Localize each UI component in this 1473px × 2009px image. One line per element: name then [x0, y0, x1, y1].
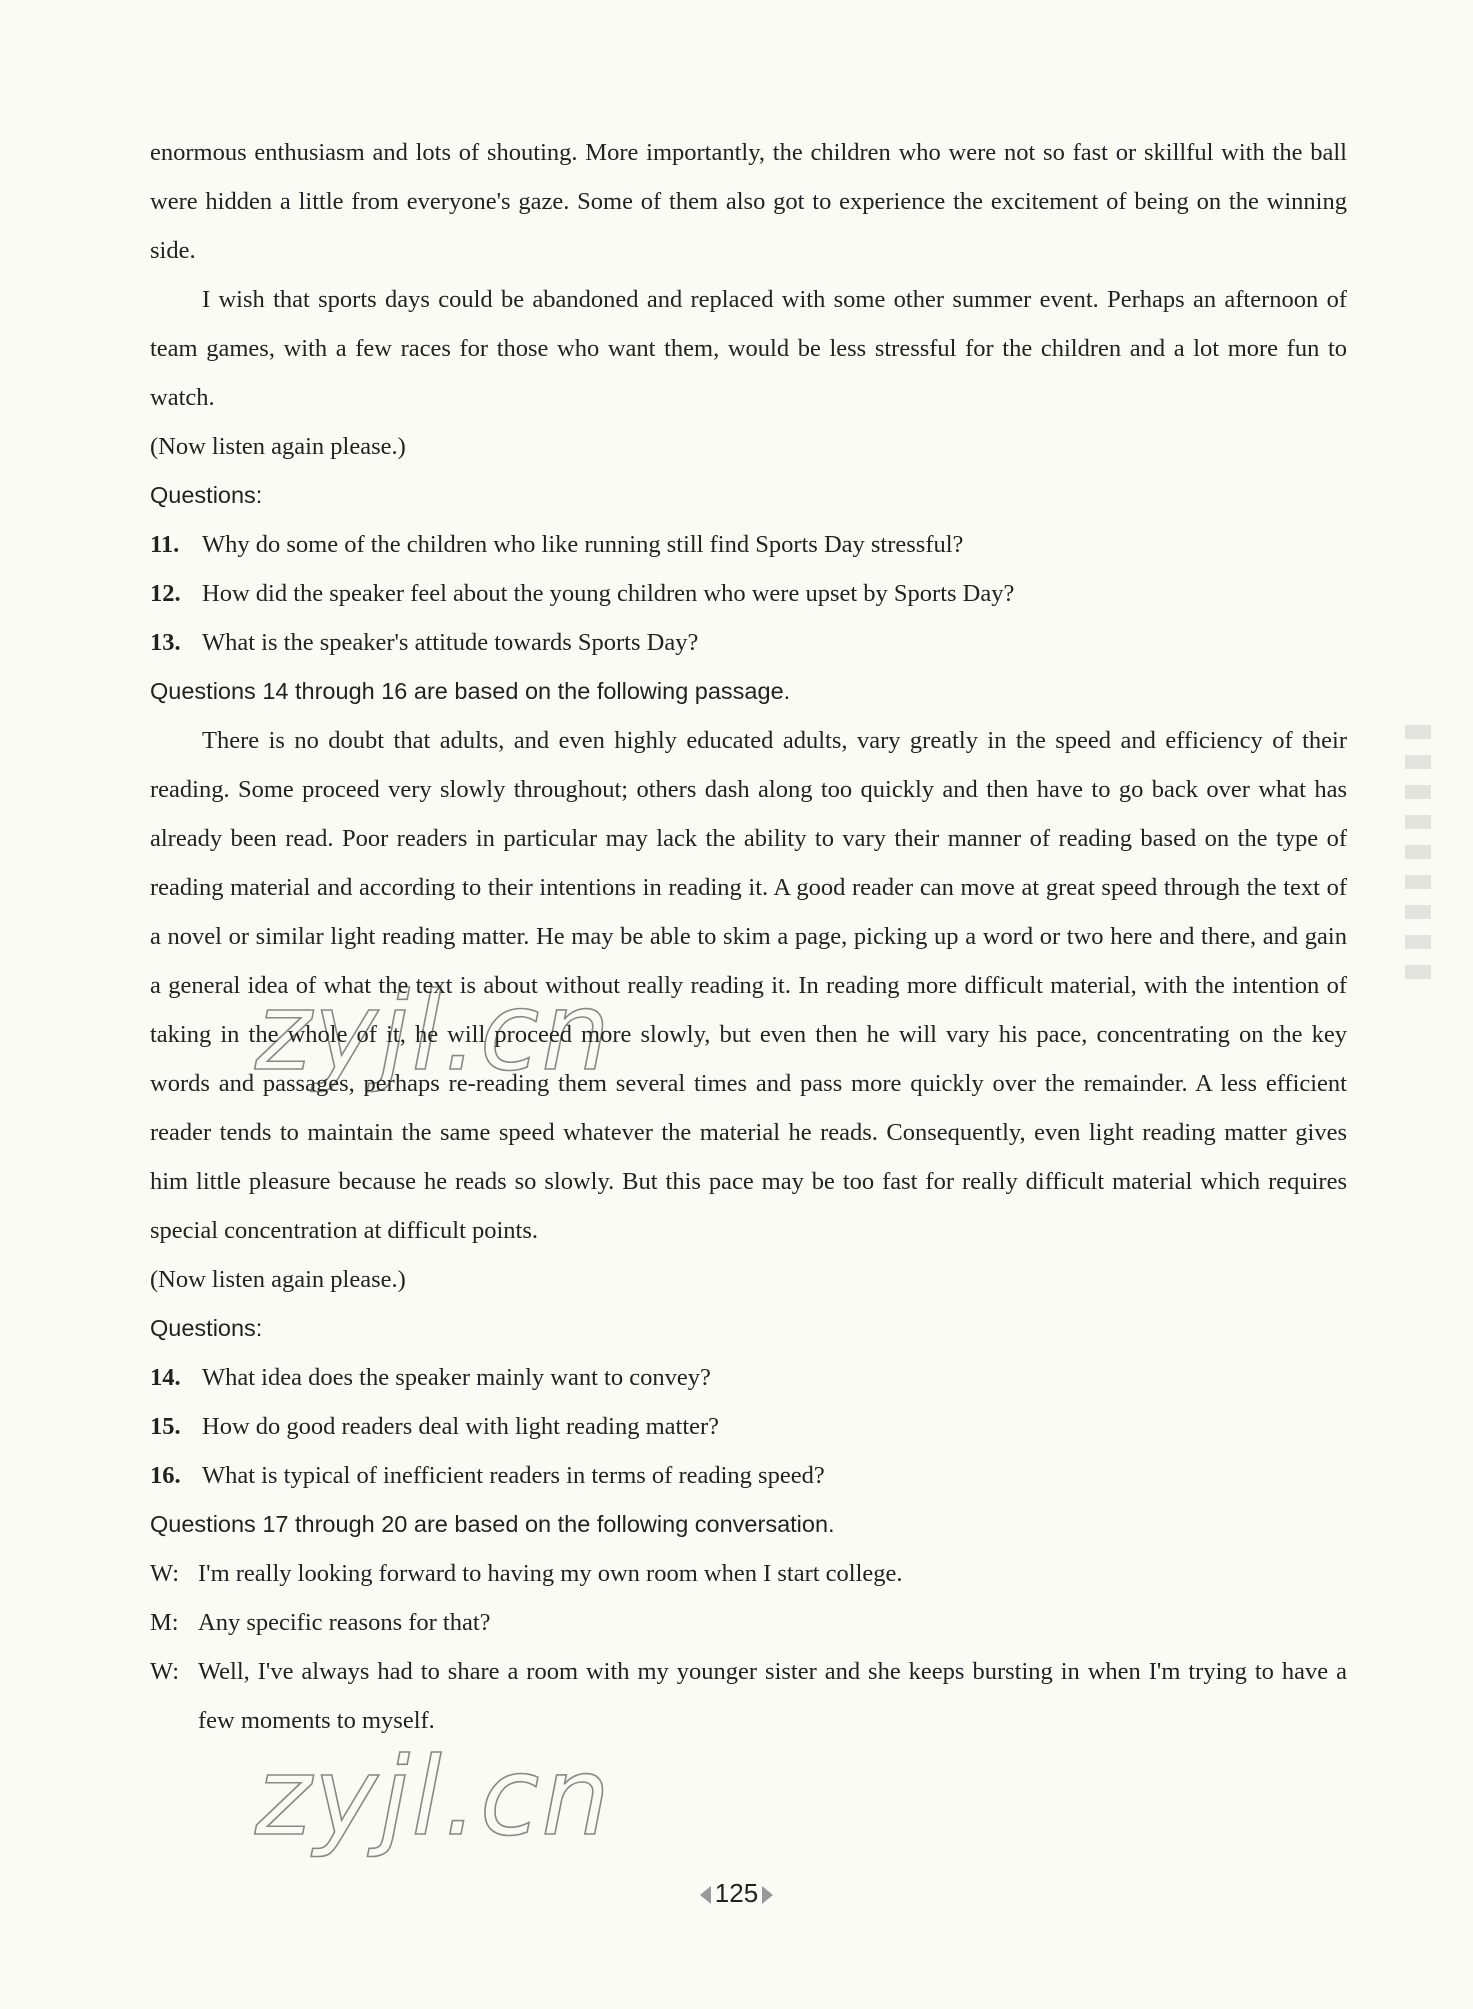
question-number: 15. [150, 1413, 181, 1440]
watermark: zyjl.cn [255, 1735, 612, 1860]
dialogue-text: Any specific reasons for that? [198, 1609, 491, 1636]
passage2-paragraph: There is no doubt that adults, and even highly educated adults, vary greatly in the speed and efficiency of their reading. Some proceed very slowly throughout; others dash along too quickly and then have to go back over what has already been read. Poor readers in particular may lack the ability to vary their manner of reading based on the type of reading material and according to their intentions in reading it. A good reader can move at great speed through the text of a novel or similar light reading matter. He may be able to skim a page, picking up a word or two here and there, and gain a general idea of what the text is about without really reading it. In reading more difficult material, with the intention of taking in the whole of it, he will proceed more slowly, but even then he will vary his pace, concentrating on the key words and passages, perhaps re-reading them several times and pass more quickly over the remainder. A less efficient reader tends to maintain the same speed whatever the material he reads. Consequently, even light reading matter gives him little pleasure because he reads so slowly. But this pace may be too fast for really difficult material which requires special concentration at difficult points. [150, 727, 1347, 1244]
dialogue-text: Well, I've always had to share a room with my younger sister and she keeps bursting in when I'm trying to have a few moments to myself. [198, 1658, 1347, 1734]
dialogue-line [150, 1598, 1347, 1647]
speaker-label: W: [150, 1560, 180, 1587]
question-text: Why do some of the children who like running still find Sports Day stressful? [202, 531, 964, 558]
question-text: What idea does the speaker mainly want to convey? [202, 1364, 711, 1391]
question-item [150, 1451, 1347, 1500]
question-item [150, 1402, 1347, 1451]
dialogue-text: I'm really looking forward to having my own room when I start college. [198, 1560, 903, 1587]
listen-again-note: (Now listen again please.) [150, 433, 406, 460]
questions-label: Questions: [150, 482, 263, 508]
listen-again-note: (Now listen again please.) [150, 1266, 406, 1293]
margin-decoration [1405, 725, 1431, 985]
page-number: 125 [714, 1878, 759, 1908]
speaker-label: M: [150, 1609, 179, 1636]
question-number: 11. [150, 531, 180, 558]
dialogue-line [150, 1647, 1347, 1745]
question-item [150, 520, 1347, 569]
question-number: 16. [150, 1462, 181, 1489]
right-arrow-icon [762, 1886, 773, 1904]
question-text: What is typical of inefficient readers in terms of reading speed? [202, 1462, 825, 1489]
question-number: 13. [150, 629, 181, 656]
dialogue-line [150, 1549, 1347, 1598]
page-footer [0, 1878, 1473, 1909]
questions-label: Questions: [150, 1315, 263, 1341]
question-item [150, 618, 1347, 667]
question-item [150, 1353, 1347, 1402]
left-arrow-icon [700, 1886, 711, 1904]
question-text: How do good readers deal with light reading matter? [202, 1413, 720, 1440]
question-item [150, 569, 1347, 618]
speaker-label: W: [150, 1658, 180, 1685]
page-content [150, 128, 1347, 1745]
question-number: 14. [150, 1364, 181, 1391]
question-text: What is the speaker's attitude towards Sports Day? [202, 629, 699, 656]
section-intro: Questions 17 through 20 are based on the following conversation. [150, 1511, 835, 1537]
passage1-paragraph: I wish that sports days could be abandoned and replaced with some other summer event. Perhaps an afternoon of team games, with a few races for those who want them, would be less stressful for the children and a lot more fun to watch. [150, 286, 1347, 411]
passage1-paragraph: enormous enthusiasm and lots of shouting. More importantly, the children who were not so fast or skillful with the ball were hidden a little from everyone's gaze. Some of them also got to experience the excitement of being on the winning side. [150, 139, 1347, 264]
question-number: 12. [150, 580, 181, 607]
question-text: How did the speaker feel about the young children who were upset by Sports Day? [202, 580, 1015, 607]
section-intro: Questions 14 through 16 are based on the following passage. [150, 678, 791, 704]
watermark: zyjl.cn [255, 970, 612, 1095]
